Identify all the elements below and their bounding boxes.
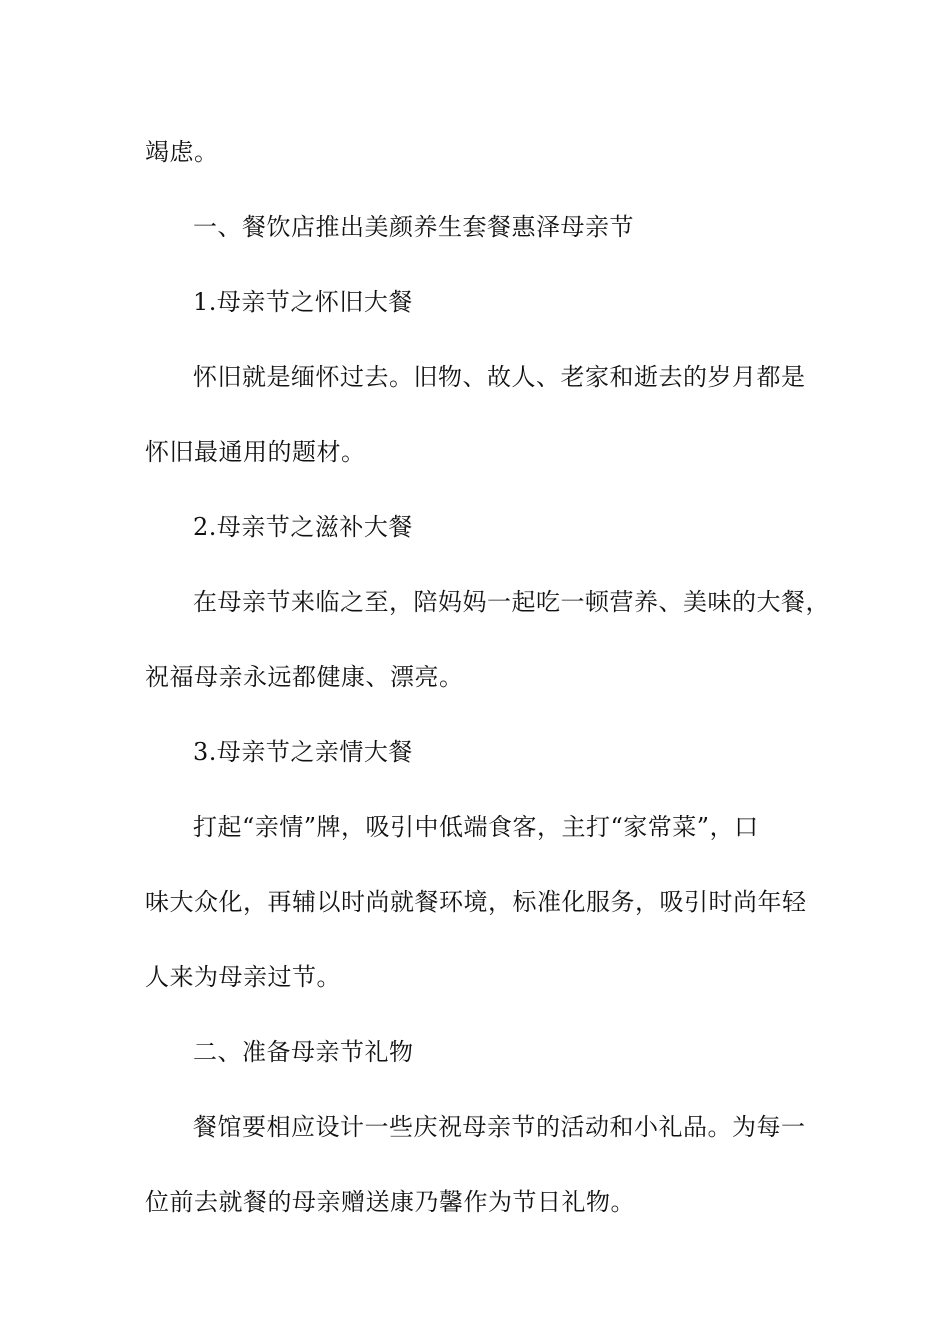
- paragraph-line: 味大众化，再辅以时尚就餐环境，标准化服务，吸引时尚年轻: [145, 888, 807, 916]
- paragraph-line: 位前去就餐的母亲赠送康乃馨作为节日礼物。: [145, 1188, 635, 1216]
- subheading: 3.母亲节之亲情大餐: [193, 738, 413, 766]
- paragraph-line: 在母亲节来临之至，陪妈妈一起吃一顿营养、美味的大餐，: [193, 588, 830, 616]
- paragraph-line: 人来为母亲过节。: [145, 963, 341, 991]
- paragraph-line: 怀旧最通用的题材。: [145, 438, 366, 466]
- paragraph-line: 祝福母亲永远都健康、漂亮。: [145, 663, 464, 691]
- text-line: 竭虑。: [145, 138, 219, 166]
- section-heading: 一、餐饮店推出美颜养生套餐惠泽母亲节: [193, 213, 634, 241]
- subheading: 1.母亲节之怀旧大餐: [193, 288, 413, 316]
- section-heading: 二、准备母亲节礼物: [193, 1038, 414, 1066]
- paragraph-line: 打起“亲情”牌，吸引中低端食客，主打“家常菜”，口: [193, 813, 759, 841]
- paragraph-line: 餐馆要相应设计一些庆祝母亲节的活动和小礼品。为每一: [193, 1113, 806, 1141]
- subheading: 2.母亲节之滋补大餐: [193, 513, 413, 541]
- paragraph-line: 怀旧就是缅怀过去。旧物、故人、老家和逝去的岁月都是: [193, 363, 806, 391]
